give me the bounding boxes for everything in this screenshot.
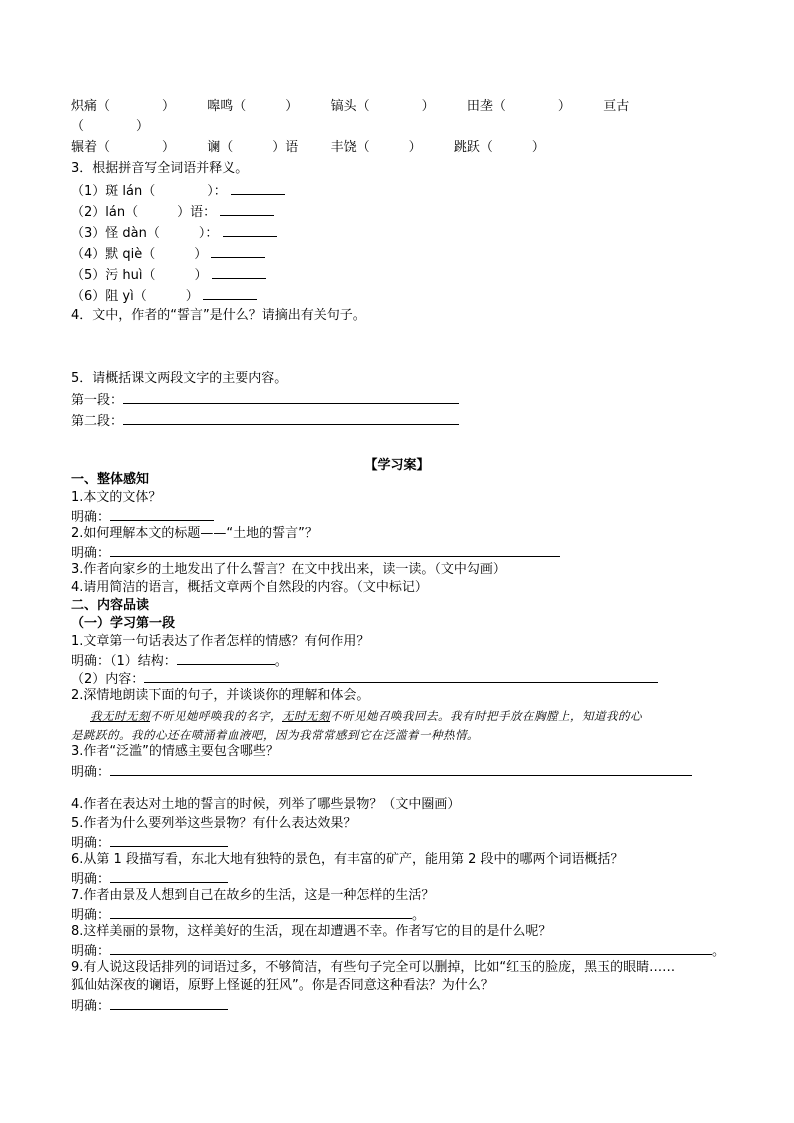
answer-label: 第一段： xyxy=(71,393,124,408)
vocab-item: 谰（ ）语 xyxy=(207,140,299,155)
vocab-item: 镐头（ ） xyxy=(330,99,435,114)
period: 。 xyxy=(412,908,426,923)
s2-answer-1b xyxy=(71,669,658,689)
s2-answer-9 xyxy=(71,996,228,1016)
answer-label: 明确： xyxy=(71,999,111,1014)
q3-item-text: （6）阻 yì（ ） xyxy=(71,289,199,304)
section-2-heading: 二、内容品读 xyxy=(71,598,150,613)
question-3: 3．根据拼音写全词语并释义。 xyxy=(71,161,249,176)
answer-blank[interactable] xyxy=(144,669,658,683)
answer-blank[interactable] xyxy=(212,265,266,279)
s2-question-4: 4.作者在表达对土地的誓言的时候，列举了哪些景物？（文中圈画） xyxy=(71,797,461,812)
answer-label: 第二段： xyxy=(71,414,124,429)
quoted-passage-line-1 xyxy=(90,707,642,725)
answer-label: 明确： xyxy=(71,872,111,887)
q3-item-text: （1）斑 lán（ ）： xyxy=(71,184,227,199)
answer-label: 明确： xyxy=(71,836,111,851)
q3-item-text: （3）怪 dàn（ ）： xyxy=(71,226,219,241)
period: 。 xyxy=(712,944,726,959)
s1-answer-1 xyxy=(71,507,214,527)
s2-answer-6 xyxy=(71,869,228,889)
answer-blank[interactable] xyxy=(123,390,459,404)
s2-answer-3 xyxy=(71,762,692,782)
s2-question-1: 1.文章第一句话表达了作者怎样的情感？有何作用？ xyxy=(71,634,370,649)
q3-item-1 xyxy=(71,181,285,201)
quoted-passage-line-2: 是跳跃的。我的心还在喷涌着血液吧，因为我常常感到它在泛滥着一种热情。 xyxy=(71,728,479,742)
vocab-item: 炽痛（ ） xyxy=(71,99,176,114)
answer-blank[interactable] xyxy=(110,996,228,1010)
s2-question-7: 7.作者由景及人想到自己在故乡的生活，这是一种怎样的生活？ xyxy=(71,888,435,903)
s2-answer-5 xyxy=(71,833,228,853)
answer-blank[interactable] xyxy=(203,286,257,300)
answer-blank[interactable] xyxy=(220,202,274,216)
answer-label: 明确： xyxy=(71,944,111,959)
period: 。 xyxy=(274,654,288,669)
answer-blank[interactable] xyxy=(110,869,228,883)
underlined-phrase: 无时无刻 xyxy=(282,709,330,723)
answer-blank[interactable] xyxy=(110,507,214,521)
s1-answer-2 xyxy=(71,543,560,563)
vocab-row-2 xyxy=(71,139,545,157)
paragraph-2-answer xyxy=(71,411,459,431)
section-2-subheading: （一）学习第一段 xyxy=(71,616,176,631)
answer-blank[interactable] xyxy=(110,543,560,557)
question-4: 4．文中，作者的“誓言”是什么？请摘出有关句子。 xyxy=(71,308,366,323)
answer-blank[interactable] xyxy=(177,651,275,665)
answer-blank[interactable] xyxy=(110,905,412,919)
vocab-row-1 xyxy=(71,98,629,116)
vocab-item: 丰饶（ ） xyxy=(330,140,422,155)
answer-blank[interactable] xyxy=(110,762,692,776)
answer-label: 明确： xyxy=(71,765,111,780)
s2-question-8: 8.这样美丽的景物，这样美好的生活，现在却遭遇不幸。作者写它的目的是什么呢？ xyxy=(71,924,552,939)
vocab-row-1-wrap: （ ） xyxy=(71,119,150,134)
answer-label: （2）内容： xyxy=(71,672,145,687)
answer-blank[interactable] xyxy=(231,181,285,195)
quote-text: 不听见她召唤我回去。我有时把手放在胸膛上，知道我的心 xyxy=(330,709,642,723)
s2-question-2: 2.深情地朗读下面的句子，并谈谈你的理解和体会。 xyxy=(71,688,370,703)
s2-answer-8 xyxy=(71,941,725,961)
underlined-phrase: 我无时无刻 xyxy=(90,709,150,723)
s1-question-4: 4.请用简洁的语言，概括文章两个自然段的内容。（文中标记） xyxy=(71,580,428,595)
answer-blank[interactable] xyxy=(211,244,265,258)
vocab-item: 辗着（ ） xyxy=(71,140,176,155)
answer-label: 明确： xyxy=(71,908,111,923)
vocab-item: 嗥鸣（ ） xyxy=(207,99,299,114)
s1-question-1: 1.本文的文体？ xyxy=(71,490,162,505)
answer-blank[interactable] xyxy=(123,411,459,425)
section-1-heading: 一、整体感知 xyxy=(71,472,150,487)
answer-blank[interactable] xyxy=(110,833,228,847)
vocab-item: 亘古 xyxy=(603,99,630,114)
quote-text: 不听见她呼唤我的名字， xyxy=(150,709,282,723)
q3-item-2 xyxy=(71,202,274,222)
answer-blank[interactable] xyxy=(223,223,277,237)
s2-question-6: 6.从第 1 段描写看，东北大地有独特的景色，有丰富的矿产，能用第 2 段中的哪两个词语概括？ xyxy=(71,852,624,867)
q3-item-6 xyxy=(71,286,257,306)
q3-item-text: （4）默 qiè（ ） xyxy=(71,247,208,262)
paragraph-1-answer xyxy=(71,390,459,410)
q3-item-4 xyxy=(71,244,265,264)
question-5: 5．请概括课文两段文字的主要内容。 xyxy=(71,371,288,386)
s1-question-3: 3.作者向家乡的土地发出了什么誓言？在文中找出来，读一读。（文中勾画） xyxy=(71,562,506,577)
s2-question-9-line-2: 狐仙姑深夜的谰语，原野上怪诞的狂风”。你是否同意这种看法？为什么？ xyxy=(71,978,494,993)
section-title: 【学习案】 xyxy=(364,458,430,473)
q3-item-3 xyxy=(71,223,277,243)
answer-blank[interactable] xyxy=(110,941,712,955)
vocab-item: 跳跃（ ） xyxy=(453,140,545,155)
q3-item-text: （5）污 huì（ ） xyxy=(71,268,208,283)
q3-item-text: （2）lán（ ）语： xyxy=(71,205,217,220)
s2-question-5: 5.作者为什么要列举这些景物？有什么表达效果？ xyxy=(71,816,357,831)
s2-answer-1a xyxy=(71,651,288,671)
vocab-item: 田垄（ ） xyxy=(466,99,571,114)
q3-item-5 xyxy=(71,265,266,285)
s2-answer-7 xyxy=(71,905,425,925)
s2-question-3: 3.作者“泛滥”的情感主要包含哪些？ xyxy=(71,744,279,759)
s2-question-9-line-1: 9.有人说这段话排列的词语过多，不够简洁，有些句子完全可以删掉，比如“红玉的脸庞，黑玉的眼睛…… xyxy=(71,960,676,975)
s1-question-2: 2.如何理解本文的标题——“土地的誓言”？ xyxy=(71,526,318,541)
answer-label: 明确： xyxy=(71,546,111,561)
answer-label: 明确：（1）结构： xyxy=(71,654,177,669)
answer-label: 明确： xyxy=(71,510,111,525)
